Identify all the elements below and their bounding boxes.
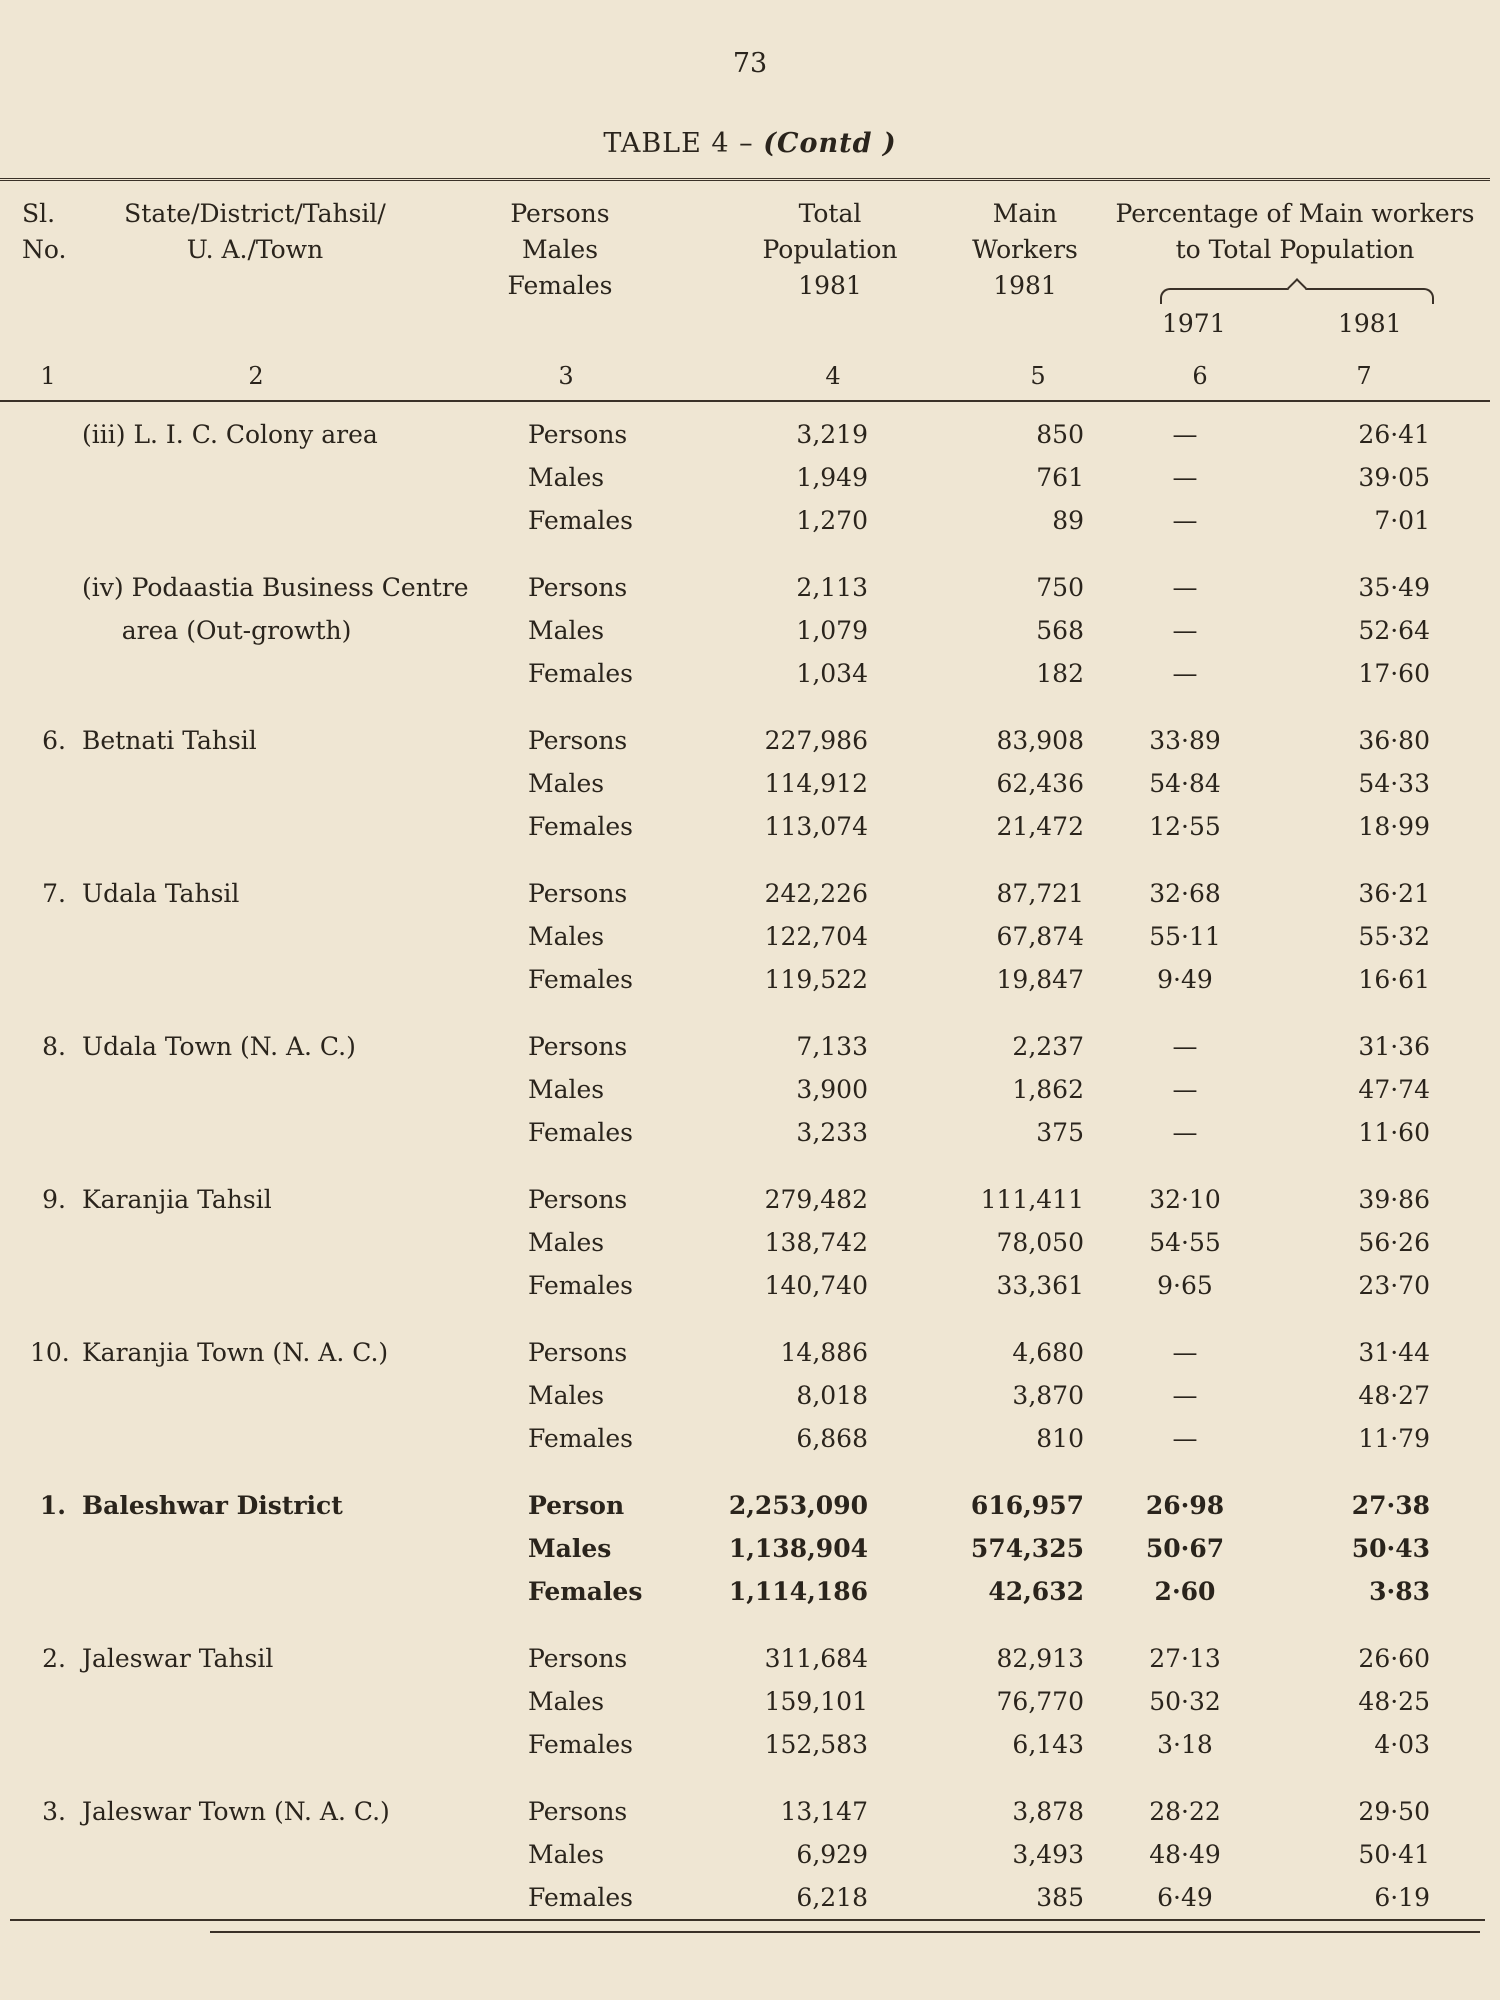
percentage-1971: — <box>1172 463 1198 492</box>
total-population: 279,482 <box>764 1185 868 1214</box>
table-row <box>0 420 1500 463</box>
percentage-1981: 36·80 <box>1358 726 1430 755</box>
total-population: 6,868 <box>796 1424 868 1453</box>
sex-label: Persons <box>528 1032 628 1061</box>
total-population: 122,704 <box>764 922 868 951</box>
header-percentage: Percentage of Main workers to Total Population <box>1115 199 1475 264</box>
percentage-1971: 9·49 <box>1157 965 1213 994</box>
percentage-1981: 52·64 <box>1358 616 1430 645</box>
main-workers: 1,862 <box>1012 1075 1084 1104</box>
total-population: 6,218 <box>796 1883 868 1912</box>
table-row <box>0 1228 1500 1271</box>
sl-number: 7. <box>42 879 66 908</box>
total-population: 242,226 <box>764 879 868 908</box>
sex-label: Females <box>528 659 634 688</box>
header-bottom-rule <box>0 400 1490 402</box>
percentage-1971: — <box>1172 1381 1198 1410</box>
main-workers: 42,632 <box>988 1577 1084 1606</box>
percentage-1971: 54·55 <box>1149 1228 1221 1257</box>
table-row <box>0 1185 1500 1228</box>
row-group-spacer <box>0 1161 1500 1185</box>
table-title-prefix: TABLE 4 – <box>603 128 764 159</box>
percentage-1971: 32·68 <box>1149 879 1221 908</box>
main-workers: 375 <box>1036 1118 1084 1147</box>
percentage-1981: 39·05 <box>1358 463 1430 492</box>
percentage-1971: 27·13 <box>1149 1644 1221 1673</box>
sex-label: Females <box>528 1577 643 1606</box>
column-number: 4 <box>825 362 841 390</box>
percentage-1971: 33·89 <box>1149 726 1221 755</box>
column-number: 6 <box>1192 362 1208 390</box>
total-population: 14,886 <box>780 1338 868 1367</box>
sl-number: 1. <box>39 1491 66 1520</box>
main-workers: 62,436 <box>996 769 1084 798</box>
table-row <box>0 1491 1500 1534</box>
area-name: Karanjia Tahsil <box>82 1185 272 1214</box>
sex-label: Persons <box>528 573 628 602</box>
total-population: 8,018 <box>796 1381 868 1410</box>
percentage-1971: — <box>1172 1032 1198 1061</box>
percentage-1981: 11·60 <box>1358 1118 1430 1147</box>
main-workers: 616,957 <box>970 1491 1084 1520</box>
area-name: (iv) Podaastia Business Centre <box>82 573 469 602</box>
table-row <box>0 1032 1500 1075</box>
percentage-1981: 26·60 <box>1358 1644 1430 1673</box>
sl-number: 10. <box>30 1338 70 1367</box>
main-workers: 76,770 <box>996 1687 1084 1716</box>
table-row <box>0 1338 1500 1381</box>
column-number: 5 <box>1030 362 1046 390</box>
main-workers: 67,874 <box>996 922 1084 951</box>
sl-number: 8. <box>42 1032 66 1061</box>
row-group-spacer <box>0 855 1500 879</box>
table-row <box>0 573 1500 616</box>
total-population: 1,079 <box>796 616 868 645</box>
sex-label: Females <box>528 1883 634 1912</box>
sex-label: Males <box>528 1381 605 1410</box>
total-population: 1,270 <box>796 506 868 535</box>
sex-label: Persons <box>528 726 628 755</box>
main-workers: 87,721 <box>996 879 1084 908</box>
percentage-1971: 32·10 <box>1149 1185 1221 1214</box>
table-row <box>0 506 1500 549</box>
percentage-1971: — <box>1172 1338 1198 1367</box>
row-group-spacer <box>0 1314 1500 1338</box>
percentage-1971: 9·65 <box>1157 1271 1213 1300</box>
area-name: (iii) L. I. C. Colony area <box>82 420 378 449</box>
main-workers: 4,680 <box>1012 1338 1084 1367</box>
sex-label: Males <box>528 1534 612 1563</box>
row-group-spacer <box>0 1620 1500 1644</box>
percentage-1981: 6·19 <box>1374 1883 1430 1912</box>
sex-label: Females <box>528 1271 634 1300</box>
main-workers: 111,411 <box>980 1185 1084 1214</box>
percentage-1971: 28·22 <box>1149 1797 1221 1826</box>
percentage-1981: 18·99 <box>1358 812 1430 841</box>
header-brace <box>1160 288 1434 304</box>
main-workers: 3,870 <box>1012 1381 1084 1410</box>
total-population: 6,929 <box>796 1840 868 1869</box>
percentage-1971: 48·49 <box>1149 1840 1221 1869</box>
percentage-1981: 27·38 <box>1351 1491 1430 1520</box>
header-sex: Persons Males Females <box>507 199 613 300</box>
page-number: 73 <box>732 48 768 79</box>
percentage-1981: 56·26 <box>1358 1228 1430 1257</box>
percentage-1981: 31·36 <box>1358 1032 1430 1061</box>
total-population: 3,233 <box>796 1118 868 1147</box>
percentage-1981: 55·32 <box>1358 922 1430 951</box>
table-row <box>0 812 1500 855</box>
total-population: 152,583 <box>764 1730 868 1759</box>
area-name: Karanjia Town (N. A. C.) <box>82 1338 389 1367</box>
total-population: 311,684 <box>764 1644 868 1673</box>
column-number: 7 <box>1356 362 1372 390</box>
table-row <box>0 616 1500 659</box>
sex-label: Females <box>528 1730 634 1759</box>
percentage-1971: 50·67 <box>1145 1534 1225 1563</box>
main-workers: 82,913 <box>996 1644 1084 1673</box>
main-workers: 182 <box>1036 659 1084 688</box>
total-population: 119,522 <box>764 965 868 994</box>
total-population: 1,034 <box>796 659 868 688</box>
percentage-1981: 48·27 <box>1358 1381 1430 1410</box>
main-workers: 21,472 <box>996 812 1084 841</box>
percentage-1981: 50·41 <box>1358 1840 1430 1869</box>
sex-label: Males <box>528 616 605 645</box>
table-row <box>0 1271 1500 1314</box>
percentage-1971: 12·55 <box>1149 812 1221 841</box>
table-row <box>0 965 1500 1008</box>
main-workers: 3,493 <box>1012 1840 1084 1869</box>
table-row <box>0 1577 1500 1620</box>
table-row <box>0 1534 1500 1577</box>
sex-label: Person <box>528 1491 625 1520</box>
sex-label: Persons <box>528 1644 628 1673</box>
main-workers: 19,847 <box>996 965 1084 994</box>
table-bottom-rule <box>10 1919 1485 1921</box>
area-name: Jaleswar Town (N. A. C.) <box>82 1797 390 1826</box>
percentage-1981: 29·50 <box>1358 1797 1430 1826</box>
table-row <box>0 769 1500 812</box>
sex-label: Males <box>528 769 605 798</box>
percentage-1981: 26·41 <box>1358 420 1430 449</box>
table-row <box>0 659 1500 702</box>
percentage-1971: 54·84 <box>1149 769 1221 798</box>
percentage-1971: — <box>1172 616 1198 645</box>
total-population: 159,101 <box>764 1687 868 1716</box>
total-population: 3,900 <box>796 1075 868 1104</box>
column-number: 2 <box>248 362 264 390</box>
table-row <box>0 1644 1500 1687</box>
main-workers: 810 <box>1036 1424 1084 1453</box>
main-workers: 3,878 <box>1012 1797 1084 1826</box>
percentage-1971: — <box>1172 1424 1198 1453</box>
sex-label: Males <box>528 463 605 492</box>
total-population: 138,742 <box>764 1228 868 1257</box>
main-workers: 33,361 <box>996 1271 1084 1300</box>
header-sl-no: Sl. No. <box>22 199 67 264</box>
total-population: 113,074 <box>764 812 868 841</box>
total-population: 114,912 <box>764 769 868 798</box>
percentage-1981: 3·83 <box>1369 1577 1430 1606</box>
sex-label: Persons <box>528 1185 628 1214</box>
sl-number: 9. <box>42 1185 66 1214</box>
table-row <box>0 1730 1500 1773</box>
sex-label: Females <box>528 506 634 535</box>
table-row <box>0 1381 1500 1424</box>
header-top-rule <box>0 178 1490 184</box>
header-name: State/District/Tahsil/ U. A./Town <box>124 199 386 264</box>
main-workers: 6,143 <box>1012 1730 1084 1759</box>
sex-label: Females <box>528 965 634 994</box>
area-name: Baleshwar District <box>82 1491 343 1520</box>
percentage-1981: 17·60 <box>1358 659 1430 688</box>
sex-label: Males <box>528 1075 605 1104</box>
percentage-1971: 26·98 <box>1145 1491 1225 1520</box>
percentage-1981: 47·74 <box>1358 1075 1430 1104</box>
main-workers: 2,237 <box>1012 1032 1084 1061</box>
main-workers: 83,908 <box>996 726 1084 755</box>
total-population: 13,147 <box>780 1797 868 1826</box>
total-population: 1,114,186 <box>728 1577 868 1606</box>
total-population: 2,113 <box>796 573 868 602</box>
area-name: Jaleswar Tahsil <box>82 1644 274 1673</box>
table-row <box>0 879 1500 922</box>
table-bottom-rule-short <box>210 1931 1480 1933</box>
sex-label: Females <box>528 812 634 841</box>
percentage-1981: 35·49 <box>1358 573 1430 602</box>
table-row <box>0 1075 1500 1118</box>
table-row <box>0 1797 1500 1840</box>
sex-label: Males <box>528 1840 605 1869</box>
table-row <box>0 463 1500 506</box>
total-population: 7,133 <box>796 1032 868 1061</box>
percentage-1981: 4·03 <box>1374 1730 1430 1759</box>
percentage-1981: 48·25 <box>1358 1687 1430 1716</box>
total-population: 1,949 <box>796 463 868 492</box>
area-name: Udala Town (N. A. C.) <box>82 1032 356 1061</box>
area-name: Udala Tahsil <box>82 879 240 908</box>
main-workers: 89 <box>1052 506 1084 535</box>
total-population: 2,253,090 <box>728 1491 868 1520</box>
percentage-1981: 23·70 <box>1358 1271 1430 1300</box>
row-group-spacer <box>0 549 1500 573</box>
total-population: 140,740 <box>764 1271 868 1300</box>
main-workers: 385 <box>1036 1883 1084 1912</box>
sl-number: 3. <box>42 1797 66 1826</box>
percentage-1971: 3·18 <box>1157 1730 1213 1759</box>
main-workers: 750 <box>1036 573 1084 602</box>
percentage-1981: 36·21 <box>1358 879 1430 908</box>
column-number: 3 <box>558 362 574 390</box>
percentage-1971: — <box>1172 506 1198 535</box>
area-name: Betnati Tahsil <box>82 726 257 755</box>
sex-label: Males <box>528 1687 605 1716</box>
percentage-1981: 11·79 <box>1358 1424 1430 1453</box>
sex-label: Persons <box>528 420 628 449</box>
sex-label: Persons <box>528 1338 628 1367</box>
percentage-1981: 16·61 <box>1358 965 1430 994</box>
table-row <box>0 922 1500 965</box>
sex-label: Males <box>528 1228 605 1257</box>
percentage-1981: 39·86 <box>1358 1185 1430 1214</box>
main-workers: 574,325 <box>970 1534 1084 1563</box>
sex-label: Males <box>528 922 605 951</box>
table-row <box>0 1118 1500 1161</box>
sex-label: Females <box>528 1118 634 1147</box>
main-workers: 568 <box>1036 616 1084 645</box>
header-main-workers: Main Workers 1981 <box>972 199 1078 300</box>
sex-label: Persons <box>528 879 628 908</box>
percentage-1971: — <box>1172 1075 1198 1104</box>
sex-label: Females <box>528 1424 634 1453</box>
percentage-1971: — <box>1172 659 1198 688</box>
percentage-1971: 6·49 <box>1157 1883 1213 1912</box>
main-workers: 78,050 <box>996 1228 1084 1257</box>
sl-number: 6. <box>42 726 66 755</box>
table-row <box>0 726 1500 769</box>
percentage-1981: 7·01 <box>1374 506 1430 535</box>
row-group-spacer <box>0 702 1500 726</box>
percentage-1981: 50·43 <box>1351 1534 1430 1563</box>
row-group-spacer <box>0 1467 1500 1491</box>
row-group-spacer <box>0 1773 1500 1797</box>
sl-number: 2. <box>42 1644 66 1673</box>
total-population: 3,219 <box>796 420 868 449</box>
table-row <box>0 1840 1500 1883</box>
percentage-1971: — <box>1172 573 1198 602</box>
percentage-1971: 2·60 <box>1154 1577 1216 1606</box>
main-workers: 850 <box>1036 420 1084 449</box>
sex-label: Persons <box>528 1797 628 1826</box>
percentage-1971: — <box>1172 1118 1198 1147</box>
percentage-1971: 50·32 <box>1149 1687 1221 1716</box>
table-title <box>0 128 1500 159</box>
table-body <box>0 420 1500 1926</box>
percentage-1981: 54·33 <box>1358 769 1430 798</box>
area-name: area (Out-growth) <box>82 616 352 645</box>
main-workers: 761 <box>1036 463 1084 492</box>
header-year-1981: 1981 <box>1338 309 1402 338</box>
table-title-contd: (Contd ) <box>763 128 897 159</box>
percentage-1971: 55·11 <box>1149 922 1221 951</box>
table-row <box>0 1424 1500 1467</box>
percentage-1981: 31·44 <box>1358 1338 1430 1367</box>
row-group-spacer <box>0 1008 1500 1032</box>
header-year-1971: 1971 <box>1162 309 1226 338</box>
table-row <box>0 1687 1500 1730</box>
total-population: 1,138,904 <box>728 1534 868 1563</box>
header-total-population: Total Population 1981 <box>762 199 898 300</box>
percentage-1971: — <box>1172 420 1198 449</box>
total-population: 227,986 <box>764 726 868 755</box>
column-number: 1 <box>40 362 56 390</box>
